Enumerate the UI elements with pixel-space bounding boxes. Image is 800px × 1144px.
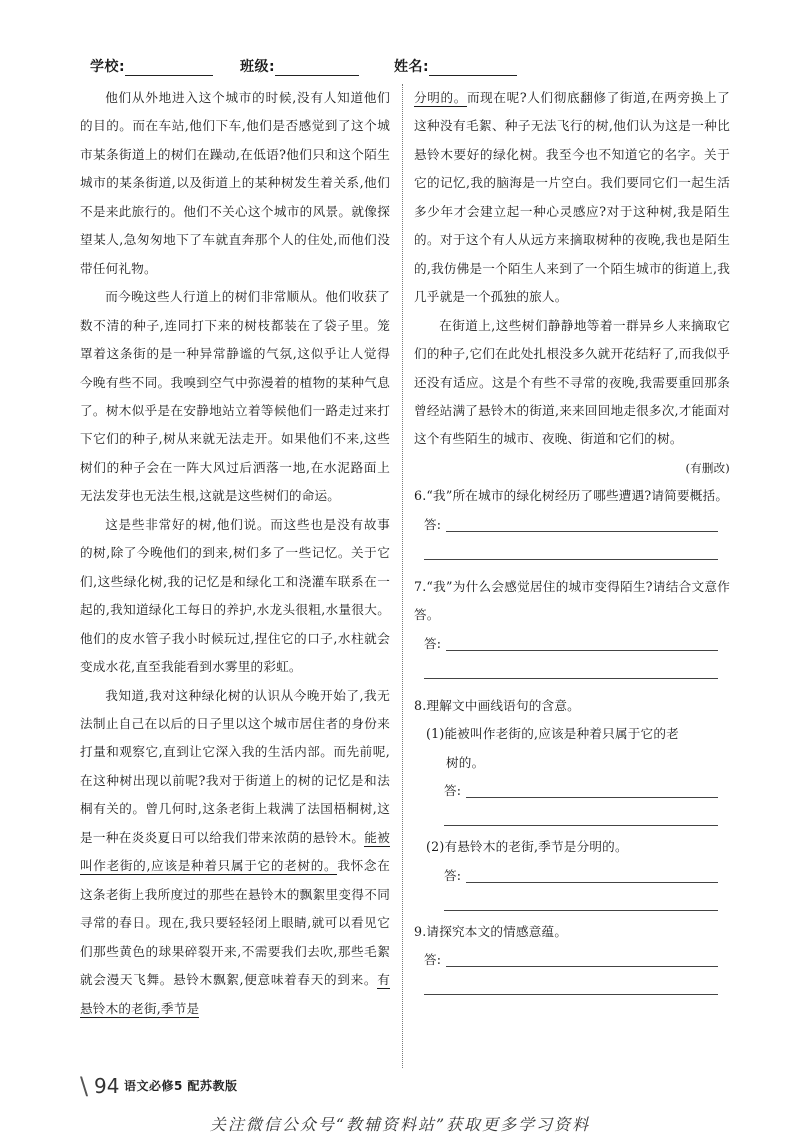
class-blank[interactable] — [275, 61, 359, 76]
question-8-part-1-text-b: 树的。 — [446, 754, 485, 770]
question-8-part-2-text: (2)有悬铃木的老街,季节是分明的。 — [426, 839, 628, 855]
page-number: 94 — [94, 1074, 120, 1098]
question-8-part-1 — [414, 720, 730, 777]
answer-line[interactable] — [444, 825, 718, 826]
question-9-answer — [414, 946, 730, 974]
question-9-answer-extra — [414, 974, 730, 1002]
answer-label: 答: — [444, 783, 462, 799]
page-footer — [80, 1072, 380, 1100]
right-column — [414, 84, 730, 1002]
answer-line[interactable] — [424, 559, 718, 560]
column-divider — [402, 84, 403, 1068]
answer-label: 答: — [424, 516, 442, 532]
school-label: 学校: — [90, 59, 126, 75]
question-8-part-1-text-a: (1)能被叫作老街的,应该是种着只属于它的老 — [426, 726, 679, 742]
answer-line[interactable] — [446, 966, 718, 967]
answer-line[interactable] — [424, 678, 718, 679]
student-info-header — [90, 56, 730, 76]
question-8: 8.理解文中画线语句的含意。 — [414, 697, 580, 713]
paragraph-4 — [80, 682, 390, 1023]
school-blank[interactable] — [125, 61, 213, 76]
paragraph-1: 他们从外地进入这个城市的时候,没有人知道他们的目的。而在车站,他们下车,他们是否感觉到了这个城市某条街道上的树们在躁动,在低语?他们只和这个陌生城市的某条街道,以及街道上的某种树发生着关系,他们不是来此旅行的。他们不关心这个城市的风景。就像探望某人,急匆匆地下了车就直奔那个人的住处,而他们没带任何礼物。 — [80, 90, 390, 276]
question-6-answer-extra — [414, 539, 730, 567]
class-field — [240, 56, 359, 76]
answer-label: 答: — [424, 951, 442, 967]
question-9: 9.请探究本文的情感意蕴。 — [414, 923, 568, 939]
answer-line[interactable] — [444, 910, 718, 911]
answer-line[interactable] — [466, 882, 718, 883]
underlined-sentence-1: 能被叫作老街的,应该是种着只属于它的老树的。 — [80, 829, 390, 874]
answer-label: 答: — [424, 635, 442, 651]
paragraph-3: 这是些非常好的树,他们说。而这些也是没有故事的树,除了今晚他们的到来,树们多了一些记忆。关于它们,这些绿化树,我的记忆是和绿化工和浇灌车联系在一起的,我知道绿化工每日的养护,水龙头很粗,水量很大。他们的皮水管子我小时候玩过,捏住它的口子,水柱就会变成水花,直至我能看到水雾里的彩虹。 — [80, 516, 390, 675]
answer-line[interactable] — [466, 797, 718, 798]
answer-line[interactable] — [424, 994, 718, 995]
source-note: (有删改) — [685, 460, 730, 475]
question-7-answer — [414, 630, 730, 658]
paragraph-4-continued — [414, 84, 730, 312]
footer-slash-mark: \ — [80, 1072, 89, 1100]
name-blank[interactable] — [429, 61, 517, 76]
name-field — [394, 56, 517, 76]
question-8-part-2 — [414, 833, 730, 861]
left-column — [80, 84, 390, 1023]
question-8-2-answer-extra — [414, 890, 730, 918]
underlined-sentence-2-part-b: 分明的。 — [414, 90, 467, 105]
question-8-1-answer-extra — [414, 805, 730, 833]
name-label: 姓名: — [394, 59, 430, 75]
paragraph-4-text-a: 我知道,我对这种绿化树的认识从今晚开始了,我无法制止自己在以后的日子里以这个城市居住者的身份来打量和观察它,直到让它深入我的生活内部。而先前呢,在这种树出现以前呢?我对于街道上的树的记忆是和法桐有关的。曾几何时,这条老街上栽满了法国梧桐树,这是一种在炎炎夏日可以给我们带来浓荫的悬铃木。 — [80, 687, 390, 845]
class-label: 班级: — [240, 59, 276, 75]
answer-line[interactable] — [446, 531, 718, 532]
question-6-answer — [414, 511, 730, 539]
paragraph-5: 在街道上,这些树们静静地等着一群异乡人来摘取它们的种子,它们在此处扎根没多久就开花结籽了,而我似乎还没有适应。这是个有些不寻常的夜晚,我需要重回那条曾经站满了悬铃木的街道,来来回回地走很多次,才能面对这个有些陌生的城市、夜晚、街道和它们的树。 — [414, 317, 730, 447]
paragraph-2: 而今晚这些人行道上的树们非常顺从。他们收获了数不清的种子,连同打下来的树枝都装在了袋子里。笼罩着这条街的是一种异常静谧的气氛,这似乎让人觉得今晚有些不同。我嗅到空气中弥漫着的植物的某种气息了。树木似乎是在安静地站立着等候他们一路走过来打下它们的种子,树从来就无法走开。如果他们不来,这些树们的种子会在一阵大风过后洒落一地,在水泥路面上无法发芽也无法生根,这就是这些树们的命运。 — [80, 289, 390, 504]
answer-label: 答: — [444, 867, 462, 883]
question-7-answer-extra — [414, 658, 730, 686]
answer-line[interactable] — [446, 650, 718, 651]
question-8-1-answer — [414, 777, 730, 805]
book-label: 语文必修5 配苏教版 — [124, 1079, 238, 1093]
paragraph-4-text-c: 而现在呢?人们彻底翻修了街道,在两旁换上了这种没有毛絮、种子无法飞行的树,他们认为这是一种比悬铃木要好的绿化树。我至今也不知道它的名字。关于它的记忆,我的脑海是一片空白。我们要同它们一起生活多少年才会建立起一种心灵感应?对于这种树,我是陌生的。对于这个有人从远方来摘取树种的夜晚,我也是陌生的,我仿佛是一个陌生人来到了一个陌生城市的街道上,我几乎就是一个孤独的旅人。 — [414, 90, 730, 305]
underlined-sentence-2-part-a: 有悬铃木的老街,季节是 — [80, 972, 390, 1016]
school-field — [90, 56, 213, 76]
question-8-2-answer — [414, 862, 730, 890]
question-6: 6.“我”所在城市的绿化树经历了哪些遭遇?请简要概括。 — [414, 488, 729, 504]
paragraph-4-text-b: 我怀念在这条老街上我所度过的那些在悬铃木的飘絮里变得不同寻常的春日。现在,我只要轻轻闭上眼睛,就可以看见它们那些黄色的球果碎裂开来,不需要我们去吹,那些毛絮就会漫天飞舞。悬铃木飘絮,便意味着春天的到来。 — [80, 858, 390, 988]
question-7: 7.“我”为什么会感觉居住的城市变得陌生?请结合文意作答。 — [414, 578, 730, 623]
watermark-text: 关注微信公众号“教辅资料站”获取更多学习资料 — [209, 1115, 591, 1134]
